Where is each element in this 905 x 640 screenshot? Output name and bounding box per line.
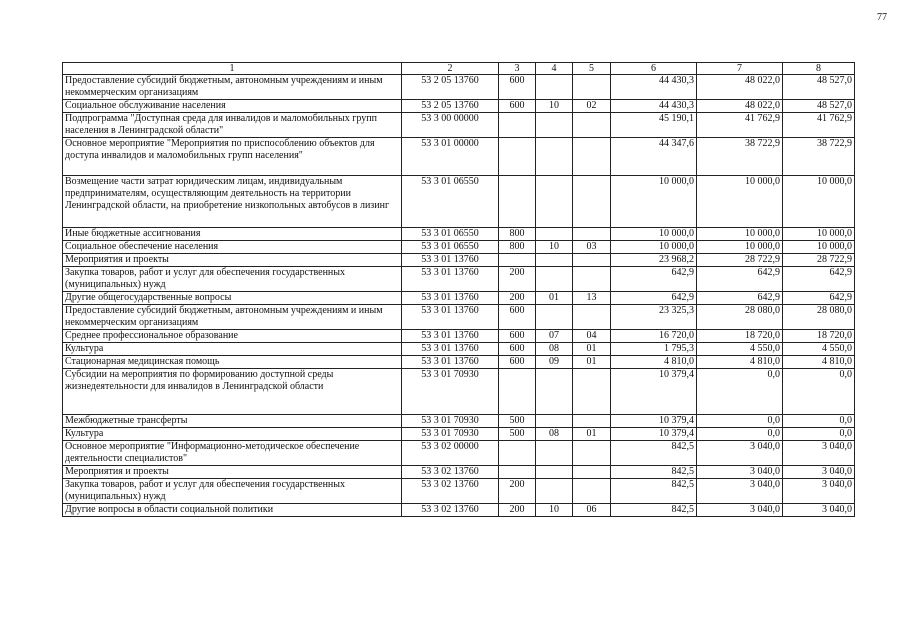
row-expense-type-cell: 800 xyxy=(499,241,536,254)
row-amount-col8-cell: 10 000,0 xyxy=(783,241,855,254)
row-expense-type-cell: 200 xyxy=(499,267,536,292)
row-amount-col6-cell: 842,5 xyxy=(611,441,697,466)
row-amount-col7-cell: 28 722,9 xyxy=(697,254,783,267)
row-expense-type-cell: 200 xyxy=(499,292,536,305)
row-amount-col7-cell: 0,0 xyxy=(697,428,783,441)
table-row xyxy=(63,254,855,267)
column-header: 1 xyxy=(63,63,402,75)
row-subsection-cell: 02 xyxy=(573,100,611,113)
row-expense-type-cell xyxy=(499,113,536,138)
row-amount-col8-cell: 41 762,9 xyxy=(783,113,855,138)
table-row xyxy=(63,428,855,441)
row-name-cell: Стационарная медицинская помощь xyxy=(63,356,402,369)
row-amount-col8-cell: 3 040,0 xyxy=(783,504,855,517)
row-section-cell xyxy=(536,305,573,330)
row-name-cell: Подпрограмма "Доступная среда для инвалидов и маломобильных групп населения в Ленинградской области" xyxy=(63,113,402,138)
row-code-cell: 53 3 02 13760 xyxy=(402,479,499,504)
row-name-cell: Основное мероприятие "Мероприятия по приспособлению объектов для доступа инвалидов и маломобильных групп населения" xyxy=(63,138,402,176)
row-amount-col8-cell: 28 722,9 xyxy=(783,254,855,267)
row-amount-col8-cell: 0,0 xyxy=(783,415,855,428)
row-section-cell xyxy=(536,441,573,466)
row-name-cell: Предоставление субсидий бюджетным, автономным учреждениям и иным некоммерческим организациям xyxy=(63,305,402,330)
row-amount-col6-cell: 44 430,3 xyxy=(611,100,697,113)
row-amount-col7-cell: 4 550,0 xyxy=(697,343,783,356)
row-section-cell xyxy=(536,138,573,176)
table-row xyxy=(63,100,855,113)
row-expense-type-cell: 500 xyxy=(499,428,536,441)
row-code-cell: 53 3 01 13760 xyxy=(402,254,499,267)
table-row xyxy=(63,479,855,504)
row-section-cell: 08 xyxy=(536,343,573,356)
row-section-cell: 10 xyxy=(536,504,573,517)
row-amount-col7-cell: 41 762,9 xyxy=(697,113,783,138)
table-row xyxy=(63,305,855,330)
table-row xyxy=(63,504,855,517)
row-expense-type-cell: 600 xyxy=(499,330,536,343)
row-amount-col7-cell: 3 040,0 xyxy=(697,466,783,479)
row-subsection-cell xyxy=(573,415,611,428)
row-amount-col8-cell: 18 720,0 xyxy=(783,330,855,343)
row-subsection-cell xyxy=(573,466,611,479)
row-subsection-cell xyxy=(573,228,611,241)
row-amount-col6-cell: 842,5 xyxy=(611,466,697,479)
row-subsection-cell xyxy=(573,305,611,330)
table-row xyxy=(63,441,855,466)
column-header: 4 xyxy=(536,63,573,75)
row-code-cell: 53 3 02 13760 xyxy=(402,504,499,517)
row-code-cell: 53 3 01 13760 xyxy=(402,305,499,330)
table-row xyxy=(63,138,855,176)
row-section-cell: 08 xyxy=(536,428,573,441)
row-name-cell: Среднее профессиональное образование xyxy=(63,330,402,343)
budget-table xyxy=(62,62,855,517)
row-amount-col7-cell: 4 810,0 xyxy=(697,356,783,369)
row-name-cell: Культура xyxy=(63,343,402,356)
row-name-cell: Культура xyxy=(63,428,402,441)
row-name-cell: Закупка товаров, работ и услуг для обеспечения государственных (муниципальных) нужд xyxy=(63,479,402,504)
row-code-cell: 53 3 01 13760 xyxy=(402,356,499,369)
row-subsection-cell: 01 xyxy=(573,428,611,441)
row-amount-col7-cell: 0,0 xyxy=(697,369,783,415)
row-section-cell: 07 xyxy=(536,330,573,343)
row-expense-type-cell xyxy=(499,441,536,466)
row-subsection-cell: 04 xyxy=(573,330,611,343)
row-amount-col6-cell: 842,5 xyxy=(611,479,697,504)
row-subsection-cell xyxy=(573,138,611,176)
row-amount-col8-cell: 0,0 xyxy=(783,369,855,415)
row-subsection-cell xyxy=(573,441,611,466)
row-amount-col7-cell: 3 040,0 xyxy=(697,441,783,466)
row-expense-type-cell: 600 xyxy=(499,356,536,369)
row-amount-col6-cell: 16 720,0 xyxy=(611,330,697,343)
row-amount-col7-cell: 48 022,0 xyxy=(697,100,783,113)
row-name-cell: Возмещение части затрат юридическим лицам, индивидуальным предпринимателям, осуществляющим деятельность на территории Ленинградской области, на приобретение низкопольных автобусов в лизинг xyxy=(63,176,402,228)
row-section-cell xyxy=(536,369,573,415)
row-section-cell xyxy=(536,254,573,267)
table-row xyxy=(63,113,855,138)
row-amount-col6-cell: 10 000,0 xyxy=(611,176,697,228)
row-name-cell: Межбюджетные трансферты xyxy=(63,415,402,428)
row-code-cell: 53 3 01 70930 xyxy=(402,369,499,415)
row-section-cell: 09 xyxy=(536,356,573,369)
table-row xyxy=(63,466,855,479)
row-expense-type-cell: 600 xyxy=(499,100,536,113)
row-amount-col7-cell: 10 000,0 xyxy=(697,176,783,228)
row-section-cell xyxy=(536,75,573,100)
row-subsection-cell xyxy=(573,254,611,267)
row-code-cell: 53 3 02 00000 xyxy=(402,441,499,466)
row-code-cell: 53 3 01 13760 xyxy=(402,292,499,305)
row-amount-col6-cell: 642,9 xyxy=(611,267,697,292)
row-subsection-cell xyxy=(573,75,611,100)
table-row xyxy=(63,75,855,100)
row-amount-col6-cell: 10 000,0 xyxy=(611,228,697,241)
row-amount-col6-cell: 10 379,4 xyxy=(611,369,697,415)
row-amount-col6-cell: 1 795,3 xyxy=(611,343,697,356)
row-code-cell: 53 3 01 00000 xyxy=(402,138,499,176)
row-code-cell: 53 3 01 06550 xyxy=(402,228,499,241)
row-subsection-cell: 01 xyxy=(573,343,611,356)
row-amount-col6-cell: 44 347,6 xyxy=(611,138,697,176)
column-header: 3 xyxy=(499,63,536,75)
row-expense-type-cell xyxy=(499,176,536,228)
row-name-cell: Иные бюджетные ассигнования xyxy=(63,228,402,241)
row-subsection-cell xyxy=(573,267,611,292)
row-amount-col7-cell: 38 722,9 xyxy=(697,138,783,176)
row-code-cell: 53 3 01 13760 xyxy=(402,330,499,343)
row-subsection-cell: 13 xyxy=(573,292,611,305)
row-amount-col7-cell: 10 000,0 xyxy=(697,241,783,254)
column-header: 6 xyxy=(611,63,697,75)
row-name-cell: Закупка товаров, работ и услуг для обеспечения государственных (муниципальных) нужд xyxy=(63,267,402,292)
table-row xyxy=(63,267,855,292)
row-amount-col8-cell: 3 040,0 xyxy=(783,466,855,479)
row-name-cell: Предоставление субсидий бюджетным, автономным учреждениям и иным некоммерческим организациям xyxy=(63,75,402,100)
column-header: 5 xyxy=(573,63,611,75)
row-section-cell: 10 xyxy=(536,241,573,254)
row-amount-col8-cell: 642,9 xyxy=(783,292,855,305)
row-amount-col6-cell: 44 430,3 xyxy=(611,75,697,100)
header-row xyxy=(63,63,855,75)
row-code-cell: 53 3 01 70930 xyxy=(402,428,499,441)
row-expense-type-cell: 500 xyxy=(499,415,536,428)
row-subsection-cell xyxy=(573,113,611,138)
row-code-cell: 53 3 01 70930 xyxy=(402,415,499,428)
row-name-cell: Мероприятия и проекты xyxy=(63,254,402,267)
row-code-cell: 53 3 01 06550 xyxy=(402,176,499,228)
row-amount-col7-cell: 28 080,0 xyxy=(697,305,783,330)
row-section-cell xyxy=(536,228,573,241)
row-expense-type-cell: 800 xyxy=(499,228,536,241)
row-amount-col8-cell: 38 722,9 xyxy=(783,138,855,176)
column-header: 2 xyxy=(402,63,499,75)
row-subsection-cell xyxy=(573,369,611,415)
row-section-cell xyxy=(536,113,573,138)
row-code-cell: 53 3 01 13760 xyxy=(402,267,499,292)
row-amount-col8-cell: 3 040,0 xyxy=(783,479,855,504)
row-section-cell xyxy=(536,479,573,504)
row-expense-type-cell xyxy=(499,369,536,415)
row-amount-col7-cell: 48 022,0 xyxy=(697,75,783,100)
row-expense-type-cell xyxy=(499,254,536,267)
row-code-cell: 53 2 05 13760 xyxy=(402,75,499,100)
row-amount-col8-cell: 0,0 xyxy=(783,428,855,441)
row-amount-col7-cell: 642,9 xyxy=(697,292,783,305)
row-subsection-cell: 06 xyxy=(573,504,611,517)
row-code-cell: 53 2 05 13760 xyxy=(402,100,499,113)
row-name-cell: Другие общегосударственные вопросы xyxy=(63,292,402,305)
row-amount-col6-cell: 10 379,4 xyxy=(611,415,697,428)
table-row xyxy=(63,228,855,241)
table-row xyxy=(63,330,855,343)
page-number: 77 xyxy=(877,12,887,23)
row-section-cell: 01 xyxy=(536,292,573,305)
row-amount-col7-cell: 10 000,0 xyxy=(697,228,783,241)
row-amount-col8-cell: 10 000,0 xyxy=(783,228,855,241)
row-amount-col8-cell: 4 810,0 xyxy=(783,356,855,369)
row-expense-type-cell xyxy=(499,466,536,479)
row-name-cell: Другие вопросы в области социальной политики xyxy=(63,504,402,517)
row-amount-col7-cell: 3 040,0 xyxy=(697,504,783,517)
row-name-cell: Основное мероприятие "Информационно-методическое обеспечение деятельности специалистов" xyxy=(63,441,402,466)
row-name-cell: Социальное обеспечение населения xyxy=(63,241,402,254)
table-row xyxy=(63,292,855,305)
row-subsection-cell: 03 xyxy=(573,241,611,254)
row-name-cell: Социальное обслуживание населения xyxy=(63,100,402,113)
row-amount-col8-cell: 28 080,0 xyxy=(783,305,855,330)
row-amount-col8-cell: 642,9 xyxy=(783,267,855,292)
row-amount-col6-cell: 642,9 xyxy=(611,292,697,305)
row-amount-col6-cell: 4 810,0 xyxy=(611,356,697,369)
row-amount-col6-cell: 842,5 xyxy=(611,504,697,517)
row-amount-col7-cell: 18 720,0 xyxy=(697,330,783,343)
row-expense-type-cell xyxy=(499,138,536,176)
table-row xyxy=(63,356,855,369)
row-amount-col6-cell: 10 379,4 xyxy=(611,428,697,441)
column-header: 8 xyxy=(783,63,855,75)
table-row xyxy=(63,369,855,415)
row-amount-col8-cell: 10 000,0 xyxy=(783,176,855,228)
row-name-cell: Субсидии на мероприятия по формированию доступной среды жизнедеятельности для инвалидов в Ленинградской области xyxy=(63,369,402,415)
row-code-cell: 53 3 02 13760 xyxy=(402,466,499,479)
row-amount-col8-cell: 3 040,0 xyxy=(783,441,855,466)
row-section-cell xyxy=(536,267,573,292)
row-subsection-cell xyxy=(573,479,611,504)
table-row xyxy=(63,343,855,356)
row-amount-col6-cell: 23 968,2 xyxy=(611,254,697,267)
column-header: 7 xyxy=(697,63,783,75)
table-row xyxy=(63,241,855,254)
row-section-cell xyxy=(536,176,573,228)
row-amount-col6-cell: 23 325,3 xyxy=(611,305,697,330)
row-expense-type-cell: 600 xyxy=(499,75,536,100)
table-row xyxy=(63,415,855,428)
row-expense-type-cell: 600 xyxy=(499,343,536,356)
row-amount-col8-cell: 48 527,0 xyxy=(783,100,855,113)
table-row xyxy=(63,176,855,228)
row-code-cell: 53 3 00 00000 xyxy=(402,113,499,138)
row-code-cell: 53 3 01 13760 xyxy=(402,343,499,356)
row-amount-col8-cell: 4 550,0 xyxy=(783,343,855,356)
row-amount-col6-cell: 10 000,0 xyxy=(611,241,697,254)
row-subsection-cell xyxy=(573,176,611,228)
row-code-cell: 53 3 01 06550 xyxy=(402,241,499,254)
row-section-cell: 10 xyxy=(536,100,573,113)
row-amount-col7-cell: 642,9 xyxy=(697,267,783,292)
row-section-cell xyxy=(536,415,573,428)
row-name-cell: Мероприятия и проекты xyxy=(63,466,402,479)
row-amount-col6-cell: 45 190,1 xyxy=(611,113,697,138)
row-amount-col7-cell: 3 040,0 xyxy=(697,479,783,504)
row-expense-type-cell: 200 xyxy=(499,479,536,504)
row-amount-col8-cell: 48 527,0 xyxy=(783,75,855,100)
row-subsection-cell: 01 xyxy=(573,356,611,369)
row-expense-type-cell: 200 xyxy=(499,504,536,517)
row-section-cell xyxy=(536,466,573,479)
row-amount-col7-cell: 0,0 xyxy=(697,415,783,428)
row-expense-type-cell: 600 xyxy=(499,305,536,330)
